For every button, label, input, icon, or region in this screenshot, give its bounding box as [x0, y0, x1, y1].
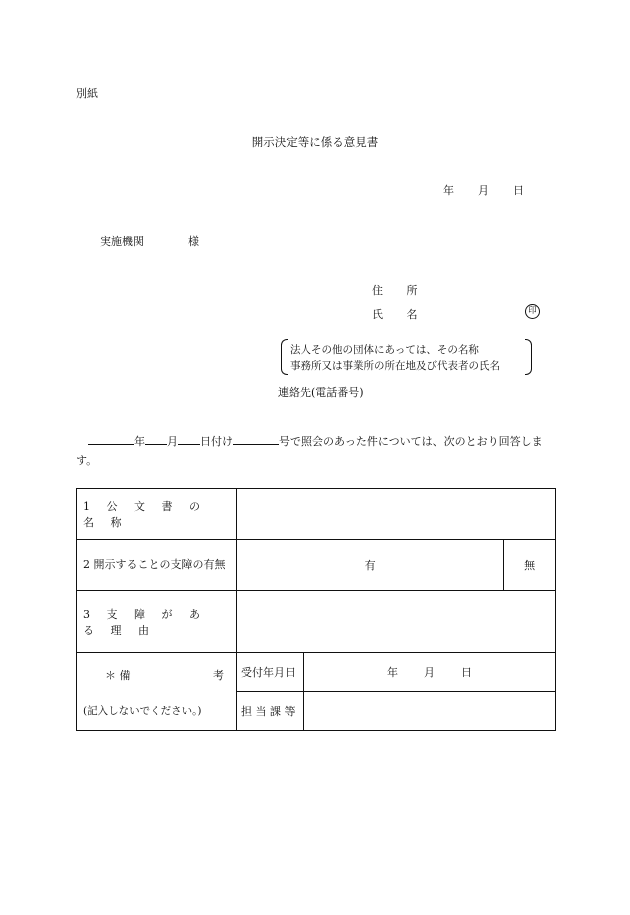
remarks-heading: [83, 665, 230, 685]
recipient-honorific: 様: [188, 235, 199, 248]
body-year: 年: [134, 435, 145, 448]
corporate-note: [281, 339, 532, 375]
field-document-name[interactable]: [237, 489, 556, 540]
right-bracket: [525, 339, 532, 375]
body-month: 月: [167, 435, 178, 448]
document-title: 開示決定等に係る意見書: [251, 135, 379, 149]
label-received-date: 受付年月日: [237, 653, 304, 692]
address-label: 住 所: [372, 284, 428, 297]
recipient-agency: 実施機関: [100, 235, 144, 248]
name-label: 氏 名: [372, 308, 428, 321]
received-month: 月: [424, 666, 435, 679]
blank-month: [145, 432, 167, 445]
body-number-suffix: 号で照会のあった件については、次のとおり回答します。: [76, 435, 543, 467]
received-day: 日: [461, 666, 472, 679]
date-day: 日: [513, 184, 524, 197]
remarks-star: ＊ 備: [105, 669, 131, 682]
blank-day: [178, 432, 200, 445]
label-reason: 3 支 障 が あ る 理 由: [77, 591, 237, 653]
received-year: 年: [387, 666, 398, 679]
opinion-form-table: [76, 488, 556, 731]
blank-year: [88, 432, 134, 445]
contact-label: 連絡先(電話番号): [278, 386, 364, 399]
blank-number: [233, 432, 279, 445]
remarks-cell: [77, 653, 237, 731]
date-line: [443, 182, 524, 198]
label-disclosure-issue: 2 開示することの支障の有無: [77, 540, 237, 591]
corporate-note-line-2: 事務所又は事業所の所在地及び代表者の氏名: [290, 360, 500, 372]
seal-mark: 印: [525, 304, 540, 319]
left-bracket: [281, 339, 288, 375]
option-yes[interactable]: 有: [237, 540, 504, 591]
option-no[interactable]: 無: [504, 540, 556, 591]
row-document-name: [77, 489, 556, 540]
field-reason[interactable]: [237, 591, 556, 653]
label-section: 担 当 課 等: [237, 692, 304, 731]
date-month: 月: [478, 184, 489, 197]
body-day-suffix: 日付け: [200, 435, 233, 448]
label-document-name: 1 公 文 書 の 名 称: [77, 489, 237, 540]
row-disclosure-issue: [77, 540, 556, 591]
date-year: 年: [443, 184, 454, 197]
remarks-ko: 考: [213, 669, 224, 682]
recipient-line: [100, 233, 199, 249]
annex-label: 別紙: [76, 87, 98, 100]
row-reason: [77, 591, 556, 653]
field-received-date[interactable]: [304, 653, 556, 692]
corporate-note-line-1: 法人その他の団体にあっては、その名称: [290, 344, 479, 356]
row-received-date: [77, 653, 556, 692]
body-paragraph: [76, 432, 556, 470]
field-section[interactable]: [304, 692, 556, 731]
remarks-note: (記入しないでください。): [83, 705, 202, 717]
